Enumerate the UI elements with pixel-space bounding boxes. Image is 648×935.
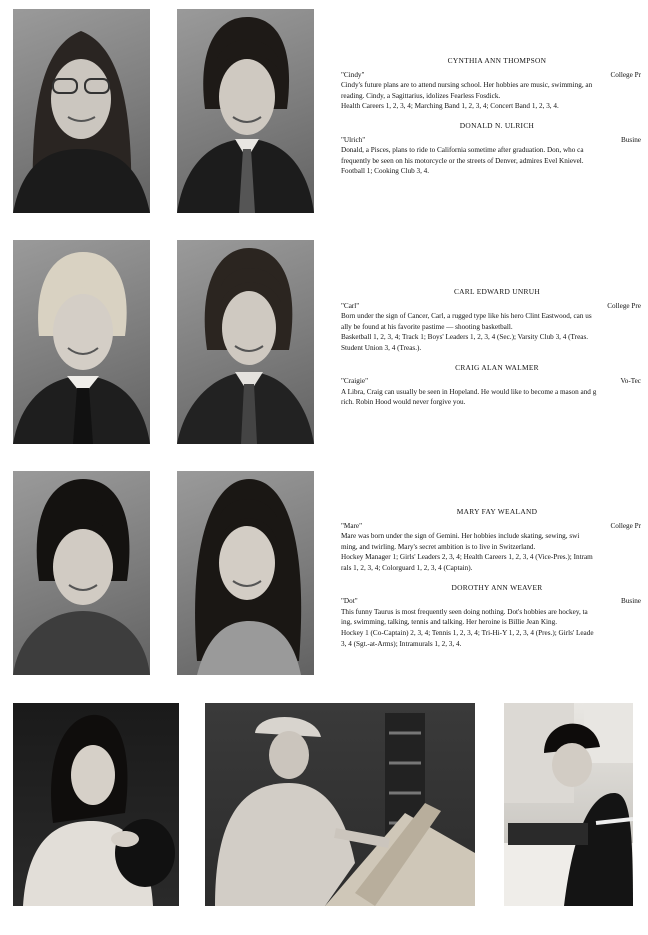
entry-carl-unruh xyxy=(341,287,641,354)
entry-line: reading. Cindy, a Sagittarius, idolizes Fearless Fosdick. xyxy=(341,91,501,100)
entry-name: CARL EDWARD UNRUH xyxy=(453,287,541,296)
entry-department: Busine xyxy=(621,135,641,144)
entry-name: DOROTHY ANN WEAVER xyxy=(451,582,543,592)
entry-nickname: "Ulrich" xyxy=(341,135,366,144)
entries-block-2 xyxy=(341,287,641,417)
entry-donald-ulrich xyxy=(341,121,641,177)
entry-department: College Pr xyxy=(610,70,641,79)
entry-line: Donald, a Pisces, plans to ride to California sometime after graduation. Don, who ca xyxy=(341,146,584,155)
entry-nickname: "Carl" xyxy=(341,301,360,310)
entry-line: This funny Taurus is most frequently seen doing nothing. Dot's hobbies are hockey, ta xyxy=(341,607,588,616)
entry-nickname: "Cindy" xyxy=(341,70,365,79)
entry-cynthia-thompson xyxy=(341,56,641,112)
entry-department: College Pr xyxy=(610,521,641,530)
entry-craig-walmer xyxy=(341,363,641,408)
portrait-photo-cynthia xyxy=(13,9,150,213)
entry-name: CRAIG ALAN WALMER xyxy=(455,362,539,372)
entry-department: Vo-Tec xyxy=(620,377,641,386)
candid-photo-electronics-lab xyxy=(504,703,633,906)
entry-line: Basketball 1, 2, 3, 4; Track 1; Boys' Leaders 1, 2, 3, 4 (Sec.); Varsity Club 3, 4 (Treas. xyxy=(341,333,589,342)
entry-department: Busine xyxy=(621,597,641,606)
portrait-photo-mary xyxy=(13,471,150,675)
entry-name: CYNTHIA ANN THOMPSON xyxy=(447,56,547,65)
entries-block-1 xyxy=(341,56,641,186)
entry-line: rals 1, 2, 3, 4; Colorguard 1, 2, 3, 4 (Captain). xyxy=(341,563,473,572)
entry-line: ally be found at his favorite pastime — shooting basketball. xyxy=(341,322,513,331)
entry-line: frequently be seen on his motorcycle or the streets of Denver, admires Evel Knievel. xyxy=(341,156,584,165)
entry-department: College Pre xyxy=(607,301,641,310)
entry-line: Student Union 3, 4 (Treas.). xyxy=(341,343,422,352)
entry-line: Hockey Manager 1; Girls' Leaders 2, 3, 4; Health Careers 1, 2, 3, 4 (Vice-Pres.); Intram xyxy=(341,553,593,562)
entry-line: Hockey 1 (Co-Captain) 2, 3, 4; Tennis 1, 2, 3, 4; Tri-Hi-Y 1, 2, 3, 4 (Pres.); Girls' Leade xyxy=(341,628,594,637)
entry-nickname: "Craigie" xyxy=(341,377,369,386)
entry-line: Cindy's future plans are to attend nursing school. Her hobbies are music, swimming, an xyxy=(341,81,593,90)
entry-line: A Libra, Craig can usually be seen in Hopeland. He would like to become a mason and g xyxy=(341,387,597,396)
entry-line: 3, 4 (Sgt.-at-Arms); Intramurals 1, 2, 3, 4. xyxy=(341,639,462,648)
portrait-photo-carl xyxy=(13,240,150,444)
entry-name: DONALD N. ULRICH xyxy=(459,120,535,130)
entry-line: ming, and twirling. Mary's secret ambition is to live in Switzerland. xyxy=(341,542,536,551)
entry-line: rich. Robin Hood would never forgive you. xyxy=(341,398,466,407)
candid-photo-carpentry xyxy=(205,703,475,906)
portrait-photo-dorothy xyxy=(177,471,314,675)
entry-mary-wealand xyxy=(341,507,641,574)
entry-line: ing, swimming, talking, tennis and talking. Her heroine is Billie Jean King. xyxy=(341,618,557,627)
entry-line: Health Careers 1, 2, 3, 4; Marching Band 1, 2, 3, 4; Concert Band 1, 2, 3, 4. xyxy=(341,102,559,111)
entry-line: Football 1; Cooking Club 3, 4. xyxy=(341,167,430,176)
entry-nickname: "Mare" xyxy=(341,521,363,530)
portrait-photo-craig xyxy=(177,240,314,444)
entry-line: Mare was born under the sign of Gemini. Her hobbies include skating, sewing, swi xyxy=(341,532,580,541)
entry-name: MARY FAY WEALAND xyxy=(456,507,538,516)
candid-photo-student-hair-styling xyxy=(13,703,179,906)
entry-dorothy-weaver xyxy=(341,583,641,650)
entries-block-3 xyxy=(341,507,641,658)
entry-nickname: "Dot" xyxy=(341,597,358,606)
entry-line: Born under the sign of Cancer, Carl, a rugged type like his hero Clint Eastwood, can us xyxy=(341,312,592,321)
portrait-photo-donald xyxy=(177,9,314,213)
